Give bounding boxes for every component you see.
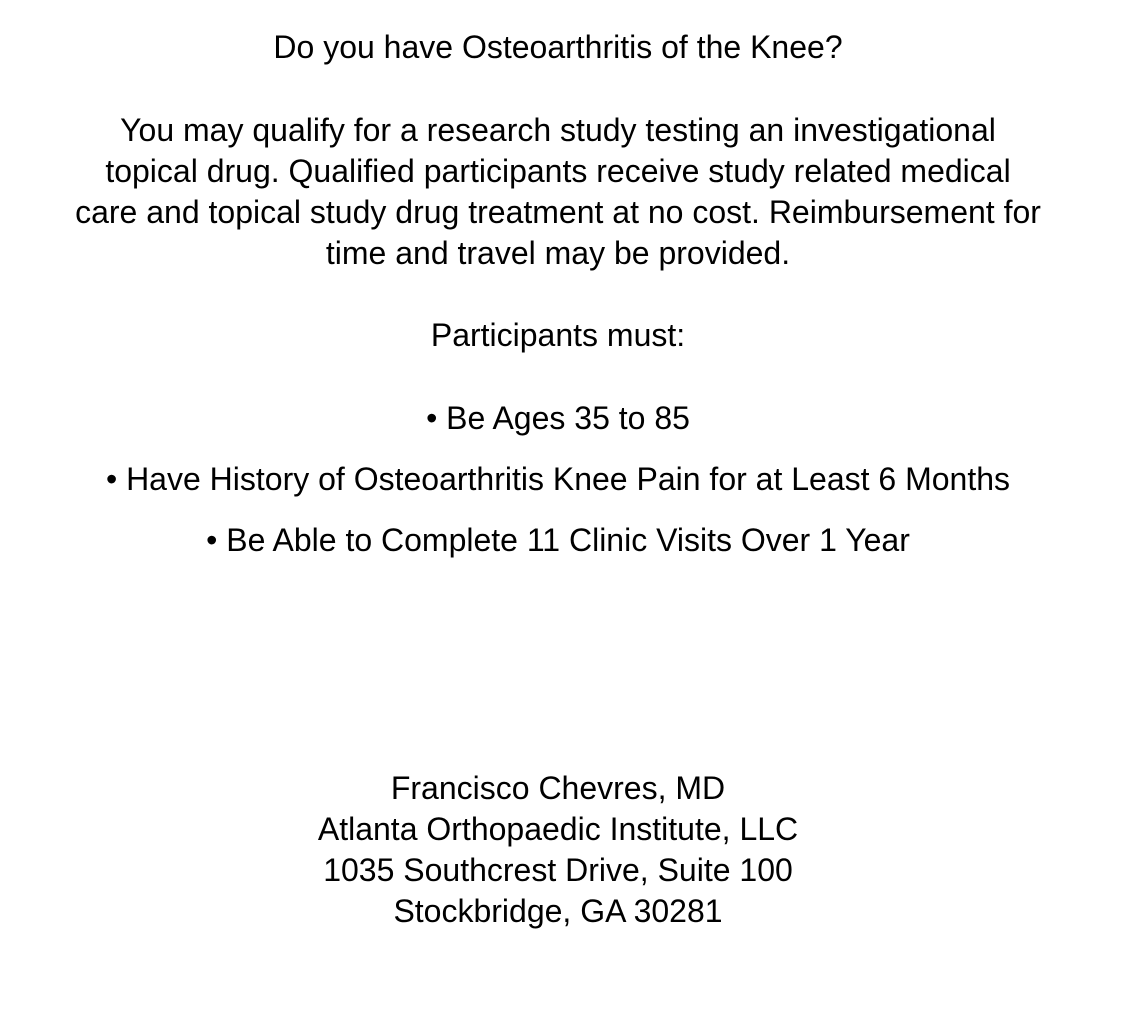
contact-organization: Atlanta Orthopaedic Institute, LLC — [317, 811, 799, 847]
flyer-title: Do you have Osteoarthritis of the Knee? — [273, 29, 843, 65]
intro-line: topical drug. Qualified participants receive study related medical — [105, 153, 1011, 189]
requirement-item: • Have History of Osteoarthritis Knee Pain for at Least 6 Months — [105, 461, 1011, 497]
intro-line: care and topical study drug treatment at no cost. Reimbursement for — [75, 194, 1041, 230]
contact-name: Francisco Chevres, MD — [390, 770, 726, 806]
requirement-item: • Be Ages 35 to 85 — [426, 400, 690, 436]
intro-line: You may qualify for a research study testing an investigational — [120, 112, 996, 148]
intro-line: time and travel may be provided. — [325, 235, 791, 271]
contact-city-state-zip: Stockbridge, GA 30281 — [393, 893, 723, 929]
contact-street: 1035 Southcrest Drive, Suite 100 — [323, 852, 793, 888]
requirements-heading: Participants must: — [430, 317, 686, 353]
requirement-item: • Be Able to Complete 11 Clinic Visits Over 1 Year — [206, 522, 910, 558]
